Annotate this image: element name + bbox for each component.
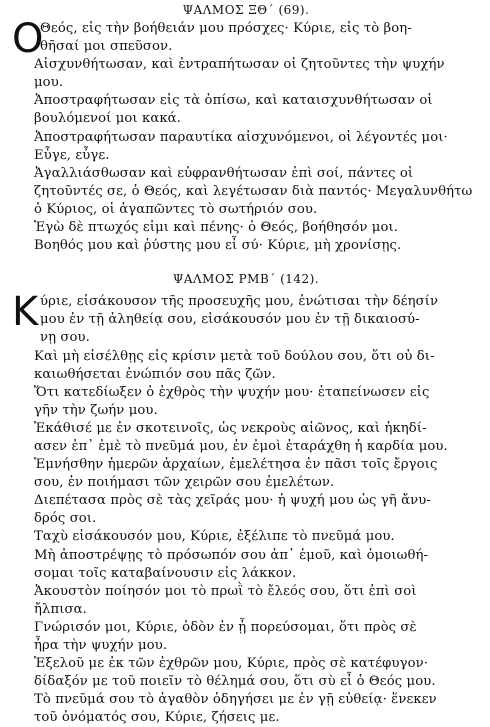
- psalm-69-verse-2: Αἰσχυνθήτωσαν, καὶ ἐντραπήτωσαν οἱ ζητοῦντες τὴν ψυχήν μου.: [34, 57, 445, 91]
- psalm-69-verse-6: Ἐγὼ δὲ πτωχός εἰμι καὶ πένης· ὁ Θεός, βοήθησόν μοι.: [34, 220, 399, 236]
- psalm-69-verse-5: Ἀγαλλιάσθωσαν καὶ εὐφρανθήτωσαν ἐπὶ σοί, πάντες οἱ ζητοῦντές σε, ὁ Θεός, καὶ λεγέτωσαν διὰ παντός· Μεγαλυνθήτω ὁ Κύριος, οἱ ἀγαπῶντες τὸ σωτήριόν σου.: [34, 165, 473, 217]
- psalm-142-verse-5: Ἐμνήσθην ἡμερῶν ἀρχαίων, ἐμελέτησα ἐν πᾶσι τοῖς ἔργοις σου, ἐν ποιήμασι τῶν χειρῶν σου ἐμελέτων.: [34, 457, 438, 491]
- psalm-142-verse-8: Μὴ ἀποστρέψῃς τὸ πρόσωπόν σου ἀπ᾽ ἐμοῦ, καὶ ὁμοιωθή- σομαι τοῖς καταβαίνουσιν εἰς λάκκον.: [34, 547, 429, 581]
- psalm-142-verse-6: Διεπέτασα πρὸς σὲ τὰς χεῖράς μου· ἡ ψυχή μου ὡς γῆ ἄνυ- δρός σοι.: [34, 493, 431, 527]
- psalm-142-verse-4: Ἐκάθισέ με ἐν σκοτεινοῖς, ὡς νεκροὺς αἰῶνος, καὶ ἠκηδί- ασεν ἐπ᾽ ἐμὲ τὸ πνεῦμά μου, ἐν ἐμοὶ ἐταράχθη ἡ καρδία μου.: [34, 420, 448, 454]
- psalm-142-text: [12, 289, 480, 727]
- psalm-142-verse-9: Ἀκουστὸν ποίησόν μοι τὸ πρωῒ τὸ ἔλεός σου, ὅτι ἐπὶ σοὶ ἤλπισα.: [34, 583, 417, 617]
- psalm-142-verse-3: Ὅτι κατεδίωξεν ὁ ἐχθρὸς τὴν ψυχήν μου· ἐταπείνωσεν εἰς γῆν τὴν ζωήν μου.: [34, 384, 430, 418]
- psalm-69-verse-7: Βοηθός μου καὶ ῥύστης μου εἶ σύ· Κύριε, μὴ χρονίσῃς.: [34, 238, 402, 254]
- psalm-142-verse-2: Καὶ μὴ εἰσέλθῃς εἰς κρίσιν μετὰ τοῦ δούλου σου, ὅτι οὐ δι- καιωθήσεται ἐνώπιόν σου πᾶς ζῶν.: [34, 348, 435, 382]
- psalm-142-heading: ΨΑΛΜΟΣ ΡΜΒ΄ (142).: [172, 272, 320, 287]
- psalm-142-verse-11: Ἐξελοῦ με ἐκ τῶν ἐχθρῶν μου, Κύριε, πρὸς σὲ κατέφυγον· δίδαξόν με τοῦ ποιεῖν τὸ θέλημά σου, ὅτι σὺ εἶ ὁ Θεός μου.: [34, 656, 436, 690]
- psalm-69-dropcap: Ο: [12, 16, 44, 62]
- psalm-142-dropcap: Κ: [12, 289, 39, 336]
- psalm-142-first-verse: [12, 289, 480, 347]
- psalm-69-verse-4: Ἀποστραφήτωσαν παραυτίκα αἰσχυνόμενοι, οἱ λέγοντές μοι· Εὖγε, εὖγε.: [34, 129, 448, 163]
- psalm-69-text: [12, 16, 480, 255]
- psalm-69-first-verse: [12, 16, 480, 62]
- psalm-142-verse-12: Τὸ πνεῦμά σου τὸ ἀγαθὸν ὁδηγήσει με ἐν γῇ εὐθείᾳ· ἕνεκεν τοῦ ὀνόματός σου, Κύριε, ζήσεις με.: [34, 692, 437, 726]
- psalm-69-verse-3: Ἀποστραφήτωσαν εἰς τὰ ὀπίσω, καὶ καταισχυνθήτωσαν οἱ βουλόμενοί μοι κακά.: [34, 93, 433, 127]
- psalm-69-heading: ΨΑΛΜΟΣ ΞΘ΄ (69).: [182, 3, 310, 17]
- psalm-142-verse-7: Ταχὺ εἰσάκουσόν μου, Κύριε, ἐξέλιπε τὸ πνεῦμά μου.: [34, 529, 395, 545]
- psalm-142-first-verse-text: ύριε, εἰσάκουσον τῆς προσευχῆς μου, ἐνώτισαι τὴν δέησίν μου ἐν τῇ ἀληθείᾳ σου, εἰσάκουσόν μου ἐν τῇ δικαιοσύ- νῃ σου.: [40, 294, 439, 346]
- psalm-69-first-verse-text: Θεός, εἰς τὴν βοήθειάν μου πρόσχες· Κύριε, εἰς τὸ βοη- θῆσαί μοι σπεῦσον.: [40, 21, 412, 55]
- psalm-142-verse-10: Γνώρισόν μοι, Κύριε, ὁδὸν ἐν ᾗ πορεύσομαι, ὅτι πρὸς σὲ ἦρα τὴν ψυχήν μου.: [34, 619, 417, 653]
